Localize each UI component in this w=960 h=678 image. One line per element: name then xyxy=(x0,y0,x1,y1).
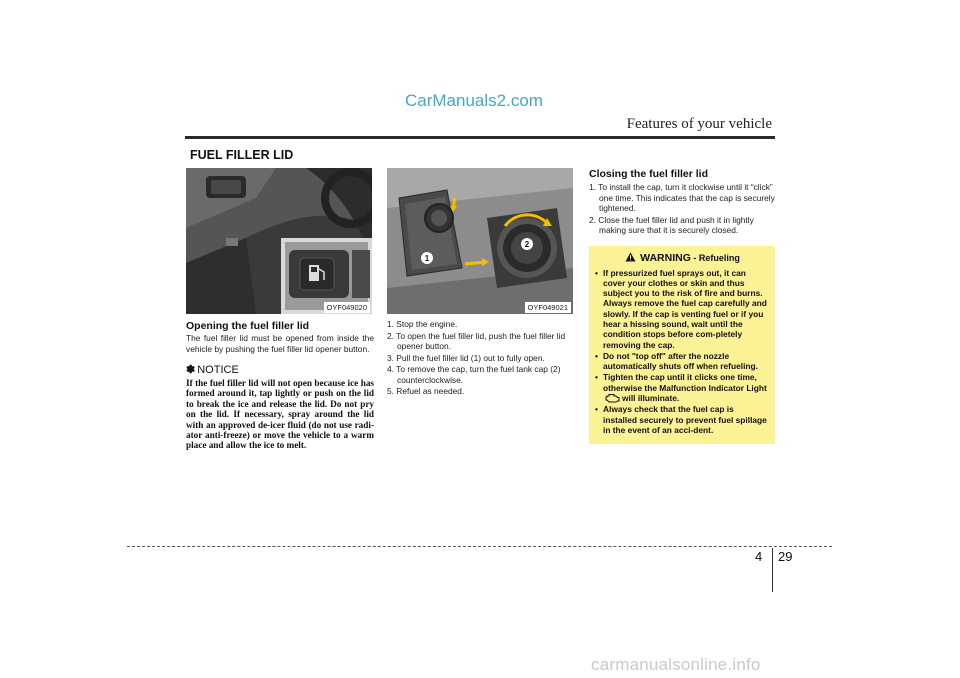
list-item: • If pressurized fuel sprays out, it can cover your clothes or skin and thus subject you to the risk of fire and burns. Always remove the fuel cap carefully and slowly. If the cap is venting fuel or if you hear a hissing sound, wait until the condition stops before com-pletely removing the cap. xyxy=(595,268,770,350)
notice-text: If the fuel filler lid will not open because ice has formed around it, tap lightly or push on the lid to break the ice and release the lid. Do not pry on the lid. If necessary, spray around the lid with an approved de-icer fluid (do not use radi-ator anti-freeze) or move the vehicle to a warm place and allow the ice to melt. xyxy=(186,378,374,451)
warning-label: WARNING xyxy=(640,251,691,264)
mil-text-after: will illuminate. xyxy=(622,393,680,404)
section-header: Features of your vehicle xyxy=(626,116,772,132)
warning-list xyxy=(595,268,770,436)
warning-box xyxy=(589,246,775,445)
notice-mark-icon: ✽ xyxy=(186,364,196,376)
watermark-bottom[interactable]: carmanualsonline.info xyxy=(591,655,761,674)
column-closing xyxy=(589,168,777,444)
warning-sublabel: - Refueling xyxy=(690,252,740,263)
photo-code: OYF049020 xyxy=(324,302,370,313)
list-item: • Always check that the fuel cap is installed securely to prevent fuel spillage in the event of an acci-dent. xyxy=(595,404,770,435)
chapter-number: 4 xyxy=(755,549,763,564)
closing-steps xyxy=(589,182,777,236)
page-title: FUEL FILLER LID xyxy=(190,148,294,162)
engine-check-icon xyxy=(605,393,620,403)
callout-2: 2 xyxy=(524,240,530,249)
list-item: 4. To remove the cap, turn the fuel tank cap (2) counterclockwise. xyxy=(387,364,561,385)
opening-steps xyxy=(387,319,575,397)
notice-heading xyxy=(186,363,374,376)
list-item: 5. Refuel as needed. xyxy=(387,386,465,396)
list-item: 1. Stop the engine. xyxy=(387,319,458,329)
warning-triangle-icon xyxy=(625,252,636,262)
dashboard-illustration xyxy=(186,168,372,314)
watermark-top[interactable]: CarManuals2.com xyxy=(405,91,543,110)
mil-text-before: Tighten the cap until it clicks one time, otherwise the Malfunction Indicator Light xyxy=(603,372,767,393)
list-item xyxy=(595,372,770,403)
opening-body: The fuel filler lid must be opened from inside the vehicle by pushing the fuel filler lid opener button. xyxy=(186,333,374,354)
page-number: 29 xyxy=(778,549,793,564)
fuel-door-illustration xyxy=(387,168,573,314)
fuel-door-photo xyxy=(387,168,573,314)
header-rule xyxy=(185,136,775,139)
column-opening xyxy=(186,168,374,451)
list-item: 1. To install the cap, turn it clockwise until it “click” one time. This indicates that the cap is securely tightened. xyxy=(589,182,775,213)
dashboard-photo xyxy=(186,168,372,314)
column-steps xyxy=(387,168,575,398)
footer-rule xyxy=(127,546,832,547)
callout-1: 1 xyxy=(424,254,430,263)
photo-code: OYF049021 xyxy=(525,302,571,313)
page-number-divider xyxy=(772,548,773,592)
list-item: • Do not "top off" after the nozzle automatically shuts off when refueling. xyxy=(595,351,770,372)
notice-label: NOTICE xyxy=(197,364,239,376)
closing-heading: Closing the fuel filler lid xyxy=(589,168,709,180)
opening-heading: Opening the fuel filler lid xyxy=(186,320,310,332)
list-item: 3. Pull the fuel filler lid (1) out to fully open. xyxy=(387,352,545,363)
list-item: 2. To open the fuel filler lid, push the fuel filler lid opener button. xyxy=(387,330,566,351)
list-item: 2. Close the fuel filler lid and push it in lightly making sure that it is securely closed. xyxy=(589,214,754,235)
warning-title xyxy=(595,252,770,264)
